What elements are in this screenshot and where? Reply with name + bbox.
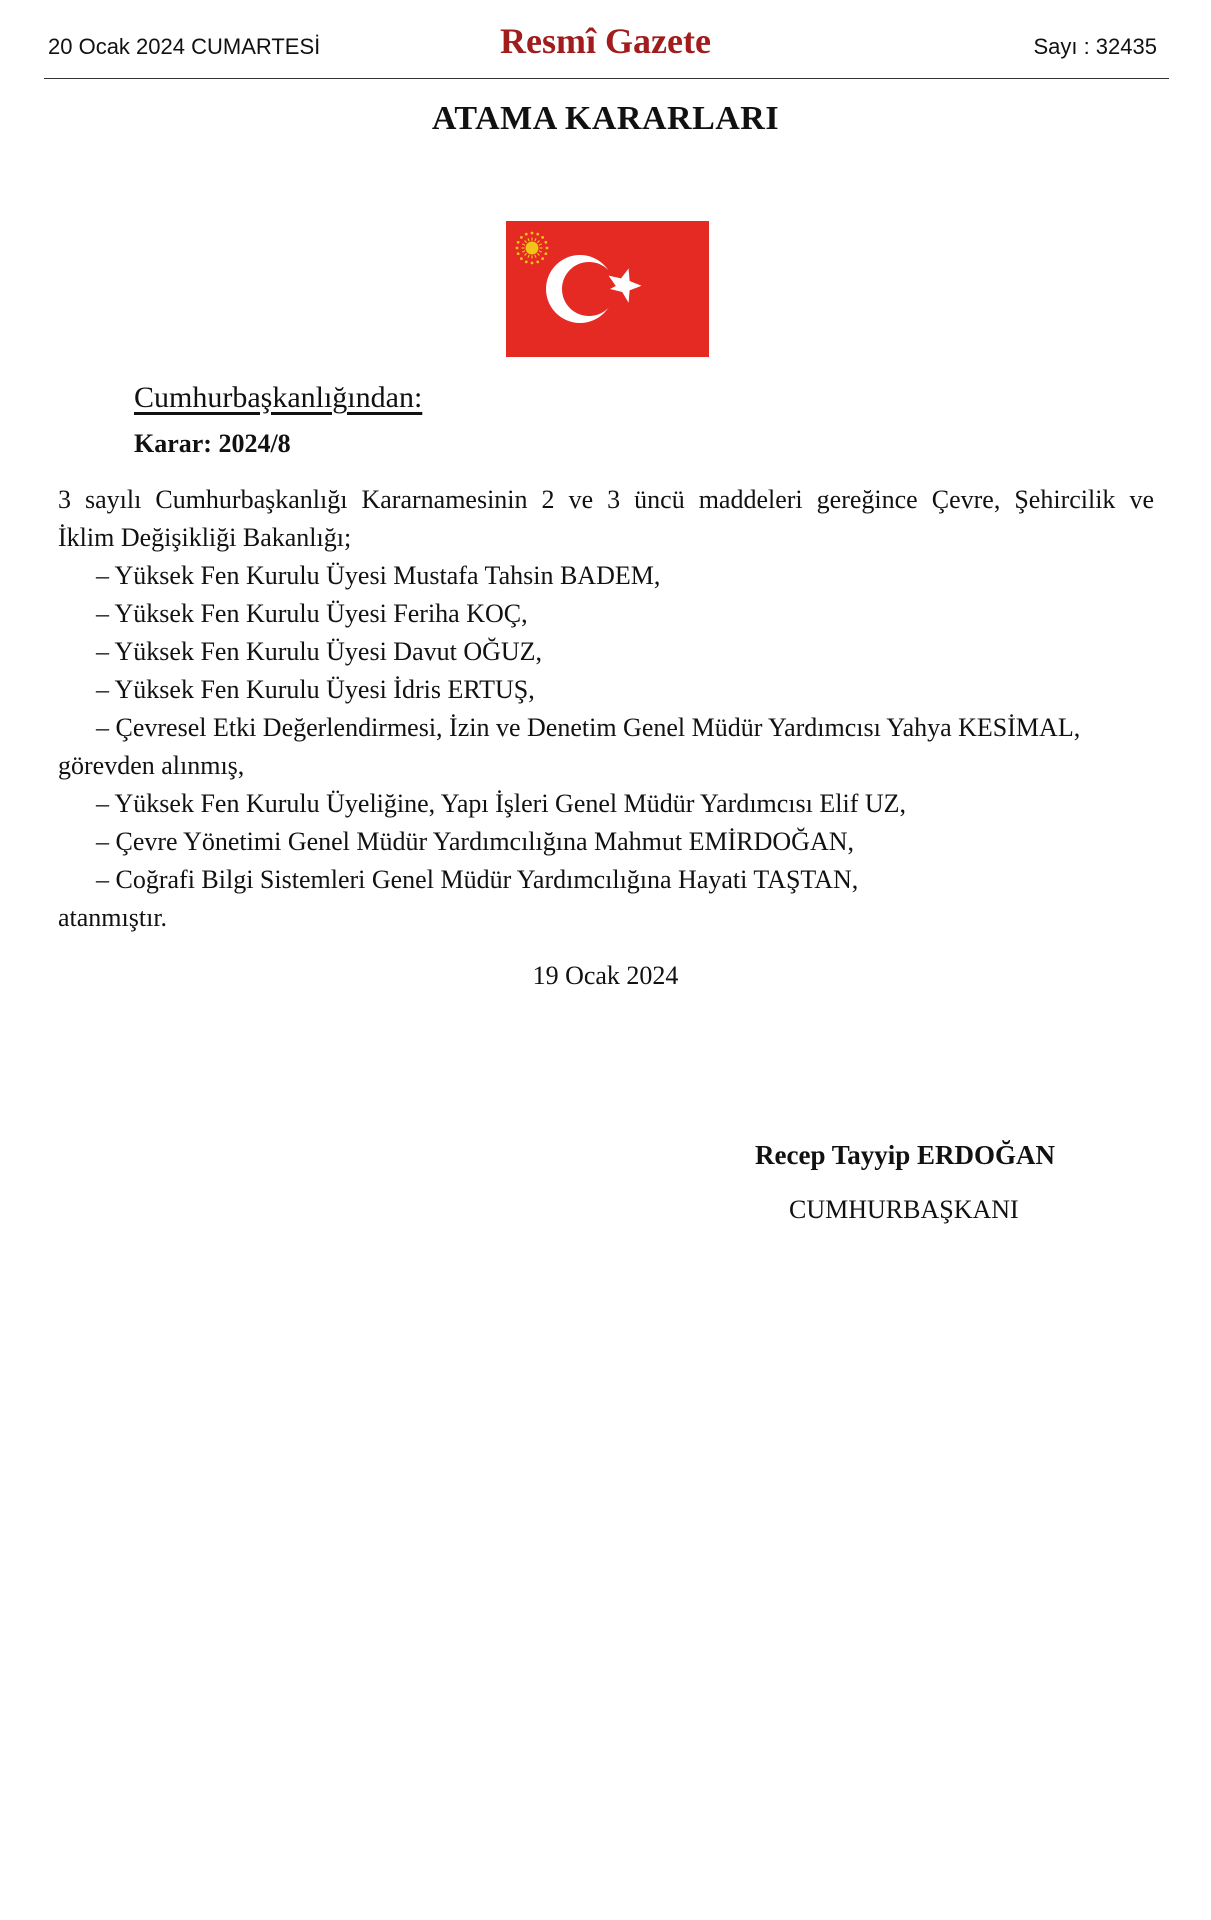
list-item-removed: – Yüksek Fen Kurulu Üyesi İdris ERTUŞ,: [96, 675, 535, 704]
appointed-suffix: atanmıştır.: [58, 903, 168, 932]
list-item-appointed: – Yüksek Fen Kurulu Üyeliğine, Yapı İşleri Genel Müdür Yardımcısı Elif UZ,: [96, 789, 907, 818]
signer-title: CUMHURBAŞKANI: [789, 1195, 1019, 1224]
emblem-star: [517, 252, 520, 255]
emblem-star: [536, 233, 539, 236]
list-item-removed: – Yüksek Fen Kurulu Üyesi Mustafa Tahsin BADEM,: [96, 561, 661, 590]
header-issue-number: Sayı : 32435: [1033, 34, 1157, 59]
header-divider: [44, 78, 1169, 79]
turkish-flag-icon: [506, 221, 709, 357]
decree-intro: [58, 481, 1154, 557]
emblem-star: [541, 257, 544, 260]
emblem-star: [544, 241, 547, 244]
intro-line-1: 3 sayılı Cumhurbaşkanlığı Kararnamesinin 2 ve 3 üncü maddeleri gereğince Çevre, Şehircilik ve: [58, 485, 1154, 514]
intro-line-2: İklim Değişikliği Bakanlığı;: [58, 523, 352, 552]
emblem-star: [544, 252, 547, 255]
decree-issuer: Cumhurbaşkanlığından:: [134, 381, 423, 414]
decision-number: Karar: 2024/8: [134, 429, 291, 458]
header-date: 20 Ocak 2024 CUMARTESİ: [48, 34, 321, 59]
removed-suffix: görevden alınmış,: [58, 751, 245, 780]
emblem-sun: [526, 242, 539, 255]
emblem-star: [531, 232, 534, 235]
emblem-star: [546, 247, 549, 250]
crescent-inner: [562, 262, 616, 316]
emblem-star: [536, 260, 539, 263]
gazette-title: Resmî Gazete: [500, 21, 711, 61]
list-item-removed: – Yüksek Fen Kurulu Üyesi Feriha KOÇ,: [96, 599, 528, 628]
emblem-star: [520, 257, 523, 260]
emblem-star: [517, 241, 520, 244]
emblem-star: [531, 262, 534, 265]
signer-name: Recep Tayyip ERDOĞAN: [755, 1140, 1056, 1170]
list-item-removed: – Çevresel Etki Değerlendirmesi, İzin ve Denetim Genel Müdür Yardımcısı Yahya KESİMAL,: [96, 713, 1081, 742]
emblem-star: [520, 236, 523, 239]
emblem-star: [525, 260, 528, 263]
list-item-removed: – Yüksek Fen Kurulu Üyesi Davut OĞUZ,: [96, 637, 543, 666]
emblem-star: [541, 236, 544, 239]
emblem-star: [516, 247, 519, 250]
decree-date: 19 Ocak 2024: [532, 961, 679, 990]
emblem-star: [525, 233, 528, 236]
list-item-appointed: – Coğrafi Bilgi Sistemleri Genel Müdür Yardımcılığına Hayati TAŞTAN,: [96, 865, 859, 894]
list-item-appointed: – Çevre Yönetimi Genel Müdür Yardımcılığına Mahmut EMİRDOĞAN,: [96, 827, 854, 856]
section-title: ATAMA KARARLARI: [431, 100, 780, 137]
